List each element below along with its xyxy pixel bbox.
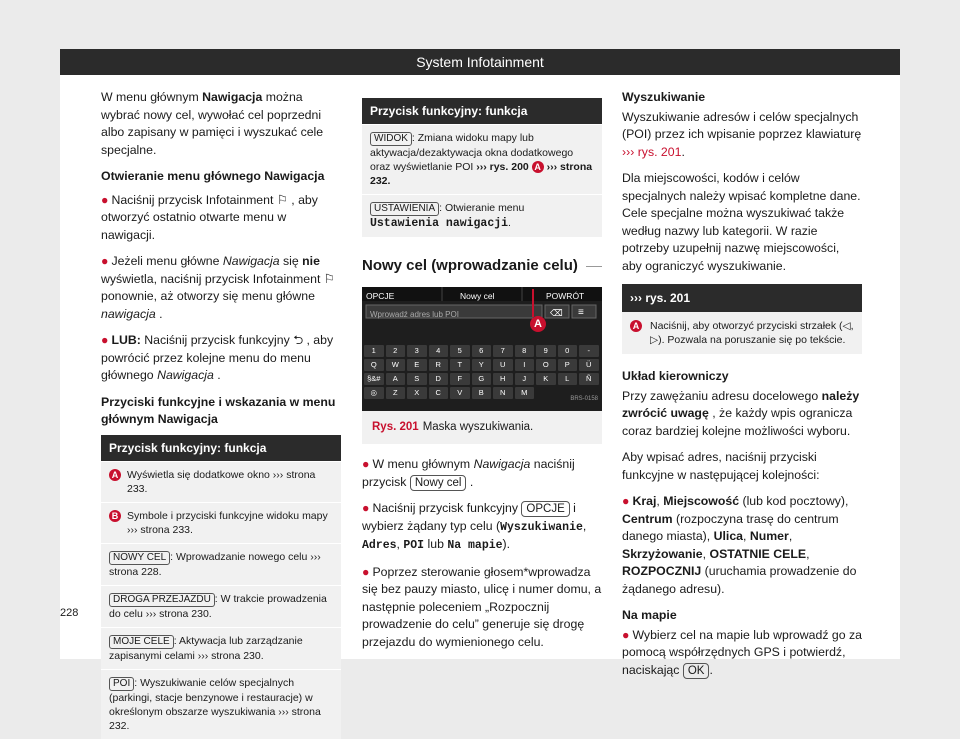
keyboard-key: M xyxy=(515,387,535,399)
keyboard-key: I xyxy=(515,359,535,371)
keyboard-key: 5 xyxy=(450,345,470,357)
keyboard-key: 6 xyxy=(472,345,492,357)
keyboard-key: Ñ xyxy=(579,373,599,385)
tab-back: POWRÓT xyxy=(546,290,585,301)
callout-line xyxy=(532,289,534,317)
keyboard-key: L xyxy=(558,373,578,385)
heading-on-map: Na mapie xyxy=(622,608,677,622)
figure-code: BRS-0158 xyxy=(570,396,598,402)
keyboard-key: E xyxy=(407,359,427,371)
callout-a: A xyxy=(530,316,546,332)
table-row: NOWY CEL : Wprowadzanie nowego celu ››› strona 228. xyxy=(101,543,341,585)
bullet-2: ● Naciśnij przycisk funkcyjny OPCJE i wybierz żądany typ celu (Wyszukiwanie, Adres, POI lub Na mapie). xyxy=(362,501,587,552)
search-field-placeholder: Wprowadź adres lub POI xyxy=(370,309,459,319)
keyboard-key: K xyxy=(536,373,556,385)
table-row: A Wyświetla się dodatkowe okno ››› strona 233. xyxy=(101,461,341,502)
heading-open-menu: Otwieranie menu głównego Nawigacja xyxy=(101,169,325,183)
bullet-dot-icon: ● xyxy=(101,333,109,347)
keyboard-key: F xyxy=(450,373,470,385)
column-3 xyxy=(622,89,862,688)
intro-paragraph: W menu głównym Nawigacja można wybrać nowy cel, wywołać cel poprzedni albo zapisany w pamięci i wyszukać cele specjalne. xyxy=(101,90,324,157)
table-row: POI : Wyszukiwanie celów specjalnych (parkingi, stacje benzynowe i restauracje) w określonym obszarze wyszukiwania ››› strona 232. xyxy=(101,669,341,739)
heading-search: Wyszukiwanie xyxy=(622,90,706,104)
bullet-order: ● Kraj, Miejscowość (lub kod pocztowy), Centrum (rozpoczyna trasę do centrum danego miasta), Ulica, Numer, Skrzyżowanie, OSTATNIE CELE, ROZPOCZNIJ (uruchamia prowadzenie do żądanego adresu). xyxy=(622,494,857,596)
keyboard-key: T xyxy=(450,359,470,371)
bullet-1: ● Naciśnij przycisk Infotainment ⚐ , aby otworzyć ostatnio otwarte menu w nawigacji. xyxy=(101,192,318,242)
keyboard-key: J xyxy=(515,373,535,385)
keyboard-key: U xyxy=(493,359,513,371)
bullet-2: ● Jeżeli menu główne Nawigacja się nie wyświetla, naciśnij przycisk Infotainment ⚐ ponownie, aż otworzy się menu główne nawigacja . xyxy=(101,254,335,321)
table-row: DROGA PRZEJAZDU : W trakcie prowadzenia do celu ››› strona 230. xyxy=(101,585,341,627)
function-table-2 xyxy=(362,98,602,237)
function-table xyxy=(101,435,341,739)
keyboard-key: 7 xyxy=(493,345,513,357)
keyboard-key: P xyxy=(558,359,578,371)
keyboard-key: §&# xyxy=(364,373,384,385)
keyboard-key: X xyxy=(407,387,427,399)
figure-table xyxy=(622,284,862,354)
keyboard-key: 1 xyxy=(364,345,384,357)
keyboard-key: R xyxy=(429,359,449,371)
figure-caption: Rys. 201 Maska wyszukiwania. xyxy=(362,411,602,445)
keyboard-key: W xyxy=(386,359,406,371)
figure-screen xyxy=(362,287,602,411)
table-row: A Naciśnij, aby otworzyć przyciski strzałek (◁, ▷). Pozwala na poruszanie się po tekście. xyxy=(622,312,862,354)
tab-options: OPCJE xyxy=(366,290,395,301)
heading-steering: Układ kierowniczy xyxy=(622,369,729,383)
table-row: WIDOK : Zmiana widoku mapy lub aktywacja/dezaktywacja okna dodatkowego oraz wyświetlanie POI ››› rys. 200 A ››› strona 232. xyxy=(362,124,602,194)
keyboard-key: ◎ xyxy=(364,387,384,399)
table-row: B Symbole i przyciski funkcyjne widoku mapy ››› strona 233. xyxy=(101,502,341,543)
bullet-dot-icon: ● xyxy=(101,192,109,207)
keyboard-key: B xyxy=(472,387,492,399)
section-title: Nowy cel (wprowadzanie celu) xyxy=(362,257,602,275)
column-1 xyxy=(101,89,341,739)
table-header: ››› rys. 201 xyxy=(622,284,862,312)
keyboard-key: 2 xyxy=(386,345,406,357)
keyboard-key: Y xyxy=(472,359,492,371)
bullet-dot-icon: ● xyxy=(101,254,109,268)
manual-page xyxy=(60,49,900,732)
keyboard-key: C xyxy=(429,387,449,399)
keyboard-key: 8 xyxy=(515,345,535,357)
column-2 xyxy=(362,98,602,660)
heading-function-buttons: Przyciski funkcyjne i wskazania w menu głównym Nawigacja xyxy=(101,394,336,426)
paragraph-details: Dla miejscowości, kodów i celów specjalnych należy wpisać kompletne dane. Cele specjalne można wyszukiwać także według nazwy lub kategorii. W razie potrzeby uzupełnij nazwę miejscowości, aby ograniczyć wyszukiwanie. xyxy=(622,171,861,273)
page-header: System Infotainment xyxy=(60,49,900,75)
keyboard-key: 4 xyxy=(429,345,449,357)
keyboard-key: D xyxy=(429,373,449,385)
paragraph-order: Aby wpisać adres, naciśnij przyciski funkcyjne w następującej kolejności: xyxy=(622,450,820,482)
keyboard-key: Z xyxy=(386,387,406,399)
keyboard-key: V xyxy=(450,387,470,399)
paragraph-narrowing: Przy zawężaniu adresu docelowego należy zwrócić uwagę , że każdy wpis ogranicza coraz bardziej kolejne możliwości wyboru. xyxy=(622,388,860,438)
keyboard-key: N xyxy=(493,387,513,399)
backspace-icon: ⌫ xyxy=(550,307,563,318)
keyboard-key: G xyxy=(472,373,492,385)
page-number: 228 xyxy=(60,607,79,619)
table-row: MOJE CELE : Aktywacja lub zarządzanie zapisanymi celami ››› strona 230. xyxy=(101,627,341,669)
keyboard-key: A xyxy=(386,373,406,385)
bullet-map: ● Wybierz cel na mapie lub wprowadź go za pomocą współrzędnych GPS i potwierdź, naciskając OK . xyxy=(622,627,862,677)
table-header: Przycisk funkcyjny: funkcja xyxy=(362,98,602,124)
keyboard-key: 9 xyxy=(536,345,556,357)
table-header: Przycisk funkcyjny: funkcja xyxy=(101,435,341,461)
keyboard-key: Q xyxy=(364,359,384,371)
keyboard-key: S xyxy=(407,373,427,385)
keyboard-key: 0 xyxy=(558,345,578,357)
keyboard-key: Ü xyxy=(579,359,599,371)
keyboard-key: - xyxy=(579,345,599,357)
table-row: USTAWIENIA : Otwieranie menu Ustawienia nawigacji. xyxy=(362,194,602,237)
keyboard-key: O xyxy=(536,359,556,371)
tab-new-destination: Nowy cel xyxy=(460,290,495,301)
bullet-1: ● W menu głównym Nawigacja naciśnij przycisk Nowy cel . xyxy=(362,457,575,489)
keyboard xyxy=(364,345,600,401)
bullet-3: ● LUB: Naciśnij przycisk funkcyjny ⮌ , aby powrócić przez kolejne menu do menu głównego Nawigacja . xyxy=(101,333,334,382)
keyboard-key: H xyxy=(493,373,513,385)
menu-icon: ≡ xyxy=(578,306,584,318)
paragraph-search: Wyszukiwanie adresów i celów specjalnych (POI) przez ich wpisanie poprzez klawiaturę ››› rys. 201. xyxy=(622,109,862,159)
bullet-3: ● Poprzez sterowanie głosem*wprowadza się bez pauzy miasto, ulicę i numer domu, a następnie poleceniem „Rozpocznij prowadzenie do celu” generuje się drogę przejazdu do wymienionego celu. xyxy=(362,564,602,649)
keyboard-key: 3 xyxy=(407,345,427,357)
